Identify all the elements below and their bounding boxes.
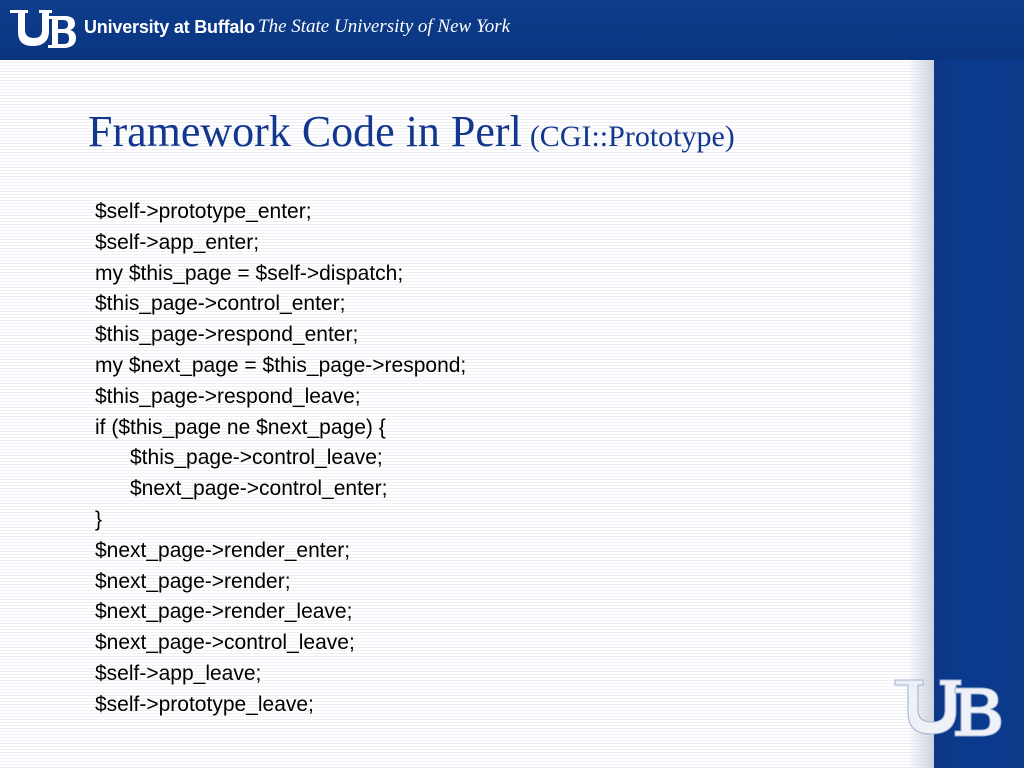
slide-title-subtitle: (CGI::Prototype) xyxy=(529,120,735,153)
code-line: $self->app_enter; xyxy=(95,230,260,254)
code-line: my $this_page = $self->dispatch; xyxy=(95,261,404,285)
slide-title-main: Framework Code in Perl xyxy=(88,107,522,156)
code-line: $this_page->control_enter; xyxy=(95,292,346,316)
code-line: $this_page->respond_enter; xyxy=(95,323,359,347)
code-line: $this_page->control_leave; xyxy=(130,446,383,470)
right-strip-shadow xyxy=(908,60,936,768)
code-line: $self->prototype_leave; xyxy=(95,692,314,716)
code-line: $next_page->render; xyxy=(95,569,291,593)
right-brand-strip xyxy=(934,60,1024,768)
slide-title xyxy=(88,106,735,157)
code-line: if ($this_page ne $next_page) { xyxy=(95,415,386,439)
state-university-name: The State University of New York xyxy=(258,16,511,37)
ub-logo-icon xyxy=(893,676,1005,740)
code-line: } xyxy=(95,507,103,531)
code-line: $next_page->render_leave; xyxy=(95,600,353,624)
code-line: $self->app_leave; xyxy=(95,661,262,685)
code-line: my $next_page = $this_page->respond; xyxy=(95,353,467,377)
code-line: $next_page->control_leave; xyxy=(95,631,355,655)
header-bar xyxy=(0,0,1024,60)
code-line: $this_page->respond_leave; xyxy=(95,384,361,408)
university-name: University at Buffalo xyxy=(84,17,255,37)
code-listing xyxy=(95,197,466,721)
ub-logo-icon xyxy=(8,8,78,50)
code-line: $next_page->render_enter; xyxy=(95,538,351,562)
code-line: $next_page->control_enter; xyxy=(130,477,388,501)
code-line: $self->prototype_enter; xyxy=(95,200,312,223)
